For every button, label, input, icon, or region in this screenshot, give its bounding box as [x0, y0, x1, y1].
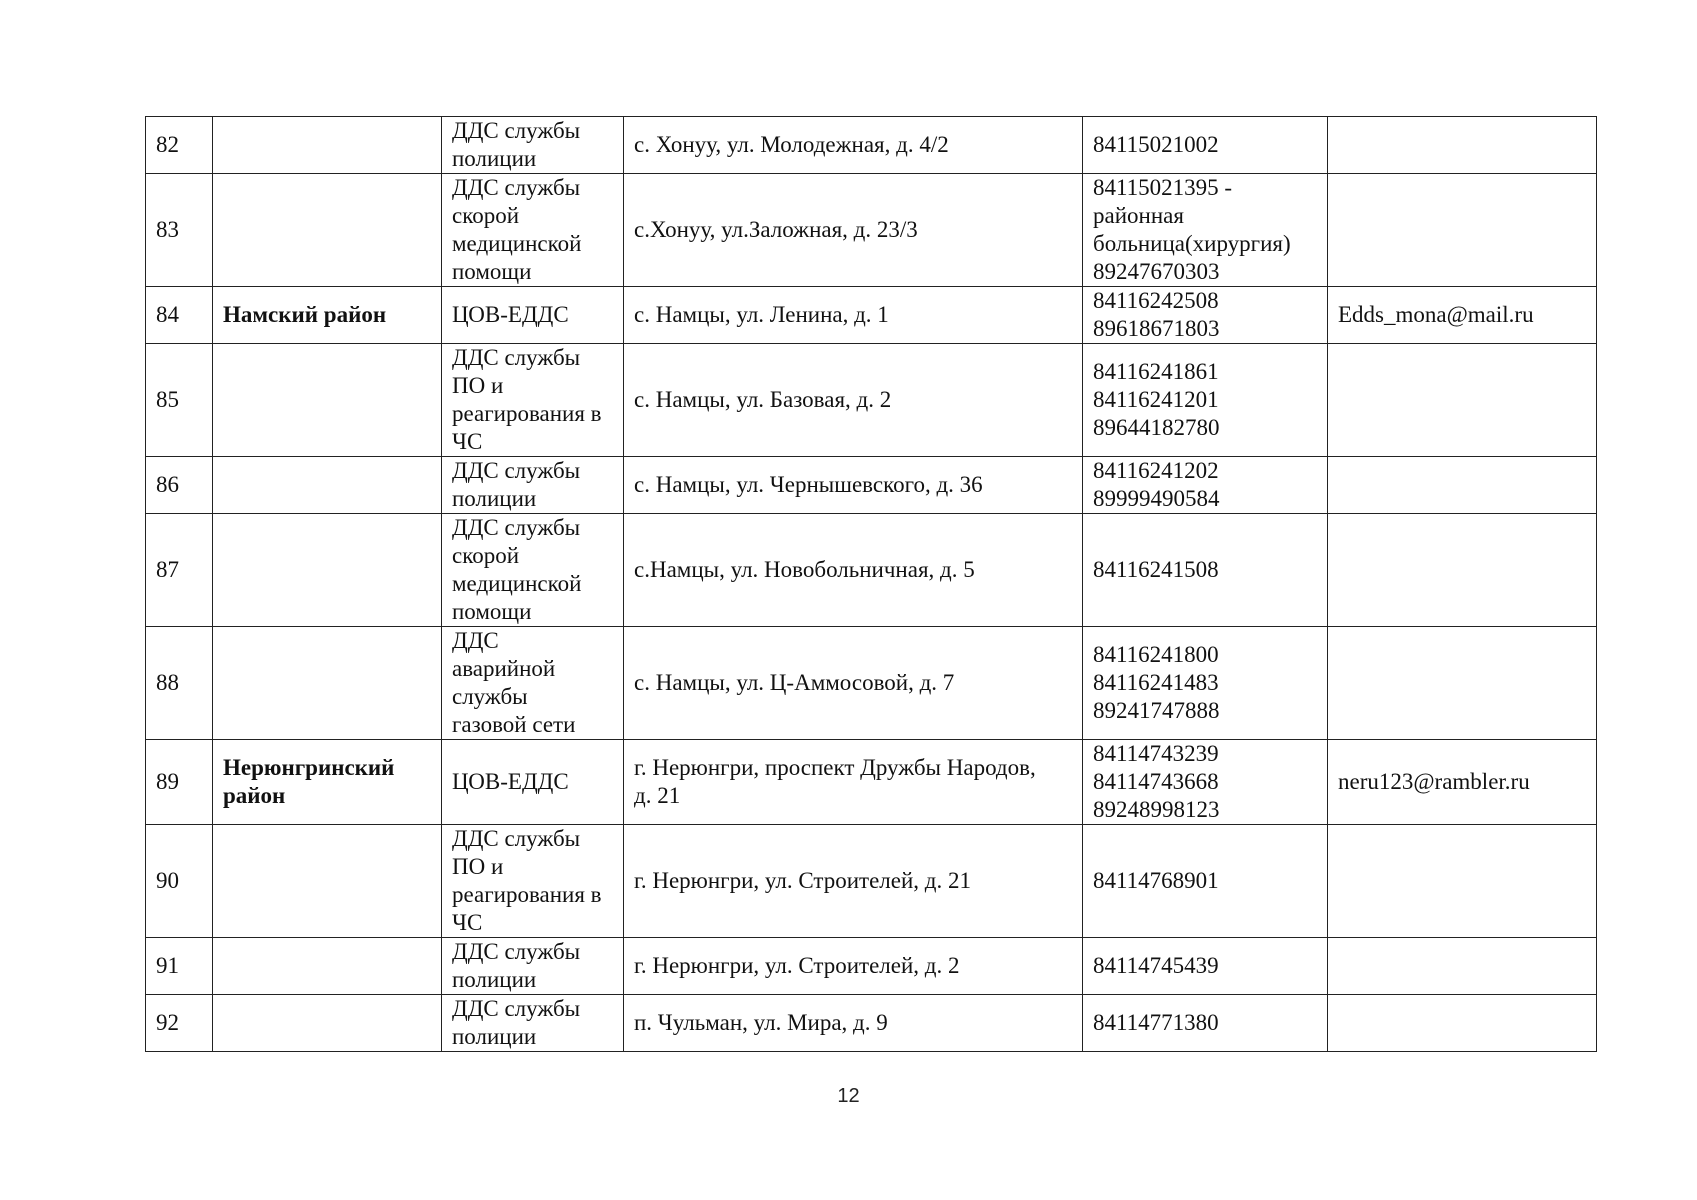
- service-cell-line: ПО и: [452, 373, 504, 398]
- row-number-cell: 87: [146, 514, 213, 627]
- address-cell-line: с. Намцы, ул. Ц-Аммосовой, д. 7: [634, 670, 955, 695]
- phone-cell-line: 84116242508: [1093, 288, 1219, 313]
- row-number-cell: 92: [146, 995, 213, 1052]
- phone-cell: [1083, 344, 1328, 457]
- service-cell-line: аварийной: [452, 656, 556, 681]
- phone-cell-line: 89999490584: [1093, 486, 1220, 511]
- email-cell: Edds_mona@mail.ru: [1328, 287, 1597, 344]
- phone-cell-line: 84116241201: [1093, 387, 1219, 412]
- phone-cell-line: 84116241202: [1093, 458, 1219, 483]
- phone-cell-line: 89247670303: [1093, 259, 1220, 284]
- district-cell: [213, 117, 442, 174]
- phone-cell-line: 84114745439: [1093, 953, 1219, 978]
- phone-cell-line: 84114771380: [1093, 1010, 1219, 1035]
- service-cell-line: скорой: [452, 543, 520, 568]
- service-cell-line: ЧС: [452, 910, 483, 935]
- address-cell: [624, 627, 1083, 740]
- service-cell: [442, 938, 624, 995]
- address-cell: [624, 740, 1083, 825]
- phone-cell-line: районная: [1093, 203, 1184, 228]
- row-number-cell: 90: [146, 825, 213, 938]
- table-row: [146, 740, 1597, 825]
- row-number-cell: 83: [146, 174, 213, 287]
- service-cell-line: ДДС: [452, 628, 499, 653]
- address-cell: [624, 117, 1083, 174]
- address-cell: [624, 995, 1083, 1052]
- address-cell-line: с. Намцы, ул. Чернышевского, д. 36: [634, 472, 983, 497]
- service-cell-line: полиции: [452, 967, 537, 992]
- table-row: [146, 514, 1597, 627]
- row-number-cell: 85: [146, 344, 213, 457]
- service-cell-line: реагирования в: [452, 401, 602, 426]
- service-cell-line: ДДС службы: [452, 996, 581, 1021]
- service-cell-line: ДДС службы: [452, 826, 581, 851]
- phone-cell-line: 84115021002: [1093, 132, 1219, 157]
- row-number-cell: 86: [146, 457, 213, 514]
- service-cell: [442, 514, 624, 627]
- district-cell: Нерюнгринский район: [213, 740, 442, 825]
- email-cell: neru123@rambler.ru: [1328, 740, 1597, 825]
- address-cell: [624, 174, 1083, 287]
- phone-cell: [1083, 627, 1328, 740]
- email-cell: [1328, 995, 1597, 1052]
- service-cell: [442, 825, 624, 938]
- phone-cell: [1083, 740, 1328, 825]
- service-cell-line: службы: [452, 684, 528, 709]
- address-cell: [624, 344, 1083, 457]
- service-cell-line: ЦОВ-ЕДДС: [452, 302, 569, 327]
- service-cell-line: ДДС службы: [452, 175, 581, 200]
- address-cell-line: п. Чульман, ул. Мира, д. 9: [634, 1010, 888, 1035]
- phone-cell-line: 89241747888: [1093, 698, 1220, 723]
- phone-cell: [1083, 287, 1328, 344]
- district-cell: [213, 514, 442, 627]
- address-cell-line: с.Намцы, ул. Новобольничная, д. 5: [634, 557, 975, 582]
- service-cell-line: ЧС: [452, 429, 483, 454]
- service-cell-line: полиции: [452, 1024, 537, 1049]
- address-cell-line: с. Хонуу, ул. Молодежная, д. 4/2: [634, 132, 949, 157]
- email-cell: [1328, 117, 1597, 174]
- address-cell-line: д. 21: [634, 783, 681, 808]
- district-cell: [213, 627, 442, 740]
- service-cell-line: ДДС службы: [452, 939, 581, 964]
- district-cell: [213, 457, 442, 514]
- address-cell-line: с.Хонуу, ул.Заложная, д. 23/3: [634, 217, 918, 242]
- service-cell: [442, 457, 624, 514]
- email-cell: [1328, 938, 1597, 995]
- row-number-cell: 84: [146, 287, 213, 344]
- district-cell: [213, 825, 442, 938]
- row-number-cell: 89: [146, 740, 213, 825]
- service-cell-line: полиции: [452, 146, 537, 171]
- table-row: [146, 117, 1597, 174]
- phone-cell-line: 84116241861: [1093, 359, 1219, 384]
- service-cell-line: ЦОВ-ЕДДС: [452, 769, 569, 794]
- district-cell: [213, 344, 442, 457]
- service-cell: [442, 344, 624, 457]
- table-row: [146, 627, 1597, 740]
- phone-cell-line: 84116241508: [1093, 557, 1219, 582]
- phone-cell-line: 84114743239: [1093, 741, 1219, 766]
- service-cell: [442, 174, 624, 287]
- service-cell-line: медицинской: [452, 231, 582, 256]
- service-cell: [442, 995, 624, 1052]
- phone-cell-line: 84114768901: [1093, 868, 1219, 893]
- phone-cell-line: 89644182780: [1093, 415, 1220, 440]
- address-cell-line: с. Намцы, ул. Ленина, д. 1: [634, 302, 889, 327]
- email-cell: [1328, 174, 1597, 287]
- phone-cell-line: 84116241800: [1093, 642, 1219, 667]
- table-row: [146, 938, 1597, 995]
- address-cell: [624, 287, 1083, 344]
- row-number-cell: 91: [146, 938, 213, 995]
- service-cell-line: газовой сети: [452, 712, 576, 737]
- service-cell-line: ДДС службы: [452, 118, 581, 143]
- service-cell: [442, 627, 624, 740]
- address-cell: [624, 514, 1083, 627]
- row-number-cell: 82: [146, 117, 213, 174]
- service-cell-line: ДДС службы: [452, 345, 581, 370]
- address-cell-line: г. Нерюнгри, проспект Дружбы Народов,: [634, 755, 1036, 780]
- phone-cell: [1083, 117, 1328, 174]
- service-cell-line: ДДС службы: [452, 458, 581, 483]
- email-cell: [1328, 627, 1597, 740]
- table-row: [146, 457, 1597, 514]
- service-cell-line: медицинской: [452, 571, 582, 596]
- phone-cell-line: 89618671803: [1093, 316, 1220, 341]
- address-cell-line: г. Нерюнгри, ул. Строителей, д. 21: [634, 868, 971, 893]
- phone-cell: [1083, 514, 1328, 627]
- service-cell-line: реагирования в: [452, 882, 602, 907]
- table-row: [146, 344, 1597, 457]
- service-cell: [442, 287, 624, 344]
- service-cell-line: полиции: [452, 486, 537, 511]
- district-cell: [213, 174, 442, 287]
- email-cell: [1328, 825, 1597, 938]
- phone-cell: [1083, 825, 1328, 938]
- contacts-table: [145, 116, 1597, 1052]
- service-cell-line: ДДС службы: [452, 515, 581, 540]
- address-cell-line: с. Намцы, ул. Базовая, д. 2: [634, 387, 892, 412]
- address-cell: [624, 825, 1083, 938]
- email-cell: [1328, 344, 1597, 457]
- phone-cell-line: 84114743668: [1093, 769, 1219, 794]
- phone-cell-line: 89248998123: [1093, 797, 1220, 822]
- email-cell: [1328, 457, 1597, 514]
- table-row: [146, 995, 1597, 1052]
- phone-cell-line: 84115021395 -: [1093, 175, 1233, 200]
- phone-cell: [1083, 174, 1328, 287]
- service-cell-line: скорой: [452, 203, 520, 228]
- service-cell: [442, 740, 624, 825]
- table-row: [146, 825, 1597, 938]
- phone-cell-line: 84116241483: [1093, 670, 1219, 695]
- table-row: [146, 174, 1597, 287]
- service-cell-line: ПО и: [452, 854, 504, 879]
- email-cell: [1328, 514, 1597, 627]
- address-cell: [624, 938, 1083, 995]
- page-number: 12: [837, 1085, 860, 1107]
- service-cell-line: помощи: [452, 599, 532, 624]
- phone-cell: [1083, 995, 1328, 1052]
- phone-cell-line: больница(хирургия): [1093, 231, 1291, 256]
- district-cell: [213, 995, 442, 1052]
- district-cell: [213, 938, 442, 995]
- table-row: [146, 287, 1597, 344]
- phone-cell: [1083, 457, 1328, 514]
- phone-cell: [1083, 938, 1328, 995]
- address-cell-line: г. Нерюнгри, ул. Строителей, д. 2: [634, 953, 960, 978]
- address-cell: [624, 457, 1083, 514]
- district-cell: Намский район: [213, 287, 442, 344]
- service-cell: [442, 117, 624, 174]
- service-cell-line: помощи: [452, 259, 532, 284]
- row-number-cell: 88: [146, 627, 213, 740]
